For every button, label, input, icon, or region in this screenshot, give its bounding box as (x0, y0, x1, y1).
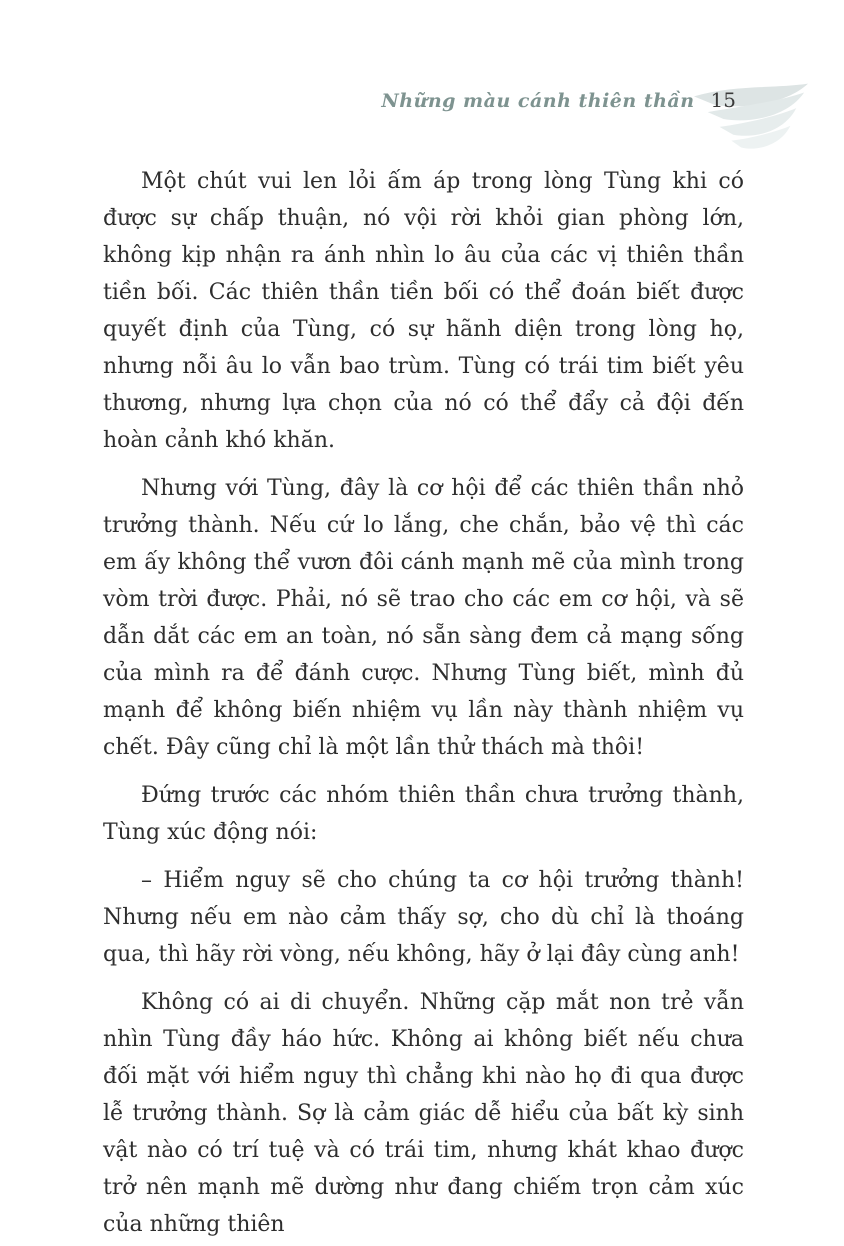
paragraph-3: Đứng trước các nhóm thiên thần chưa trưởng thành, Tùng xúc động nói: (103, 783, 744, 845)
paragraph-5: Không có ai di chuyển. Những cặp mắt non trẻ vẫn nhìn Tùng đầy háo hức. Không ai không biết nếu chưa đối mặt với hiểm nguy thì chẳng khi nào họ đi qua được lễ trưởng thành. Sợ là cảm giác dễ hiểu của bất kỳ sinh vật nào có trí tuệ và có trái tim, nhưng khát khao được trở nên mạnh mẽ dường như đang chiếm trọn cảm xúc của những thiên (103, 990, 744, 1237)
paragraph-2: Nhưng với Tùng, đây là cơ hội để các thiên thần nhỏ trưởng thành. Nếu cứ lo lắng, che chắn, bảo vệ thì các em ấy không thể vươn đôi cánh mạnh mẽ của mình trong vòm trời được. Phải, nó sẽ trao cho các em cơ hội, và sẽ dẫn dắt các em an toàn, nó sẵn sàng đem cả mạng sống của mình ra để đánh cược. Nhưng Tùng biết, mình đủ mạnh để không biến nhiệm vụ lần này thành nhiệm vụ chết. Đây cũng chỉ là một lần thử thách mà thôi! (103, 476, 744, 760)
page-number: 15 (710, 88, 736, 112)
page-header (381, 88, 736, 112)
paragraph-4-dialogue: – Hiểm nguy sẽ cho chúng ta cơ hội trưởng thành! Nhưng nếu em nào cảm thấy sợ, cho dù chỉ là thoáng qua, thì hãy rời vòng, nếu không, hãy ở lại đây cùng anh! (103, 868, 744, 967)
running-header-title: Những màu cánh thiên thần (381, 90, 695, 112)
page-body (103, 163, 744, 1246)
paragraph-1: Một chút vui len lỏi ấm áp trong lòng Tùng khi có được sự chấp thuận, nó vội rời khỏi gian phòng lớn, không kịp nhận ra ánh nhìn lo âu của các vị thiên thần tiền bối. Các thiên thần tiền bối có thể đoán biết được quyết định của Tùng, có sự hãnh diện trong lòng họ, nhưng nỗi âu lo vẫn bao trùm. Tùng có trái tim biết yêu thương, nhưng lựa chọn của nó có thể đẩy cả đội đến hoàn cảnh khó khăn. (103, 169, 744, 453)
